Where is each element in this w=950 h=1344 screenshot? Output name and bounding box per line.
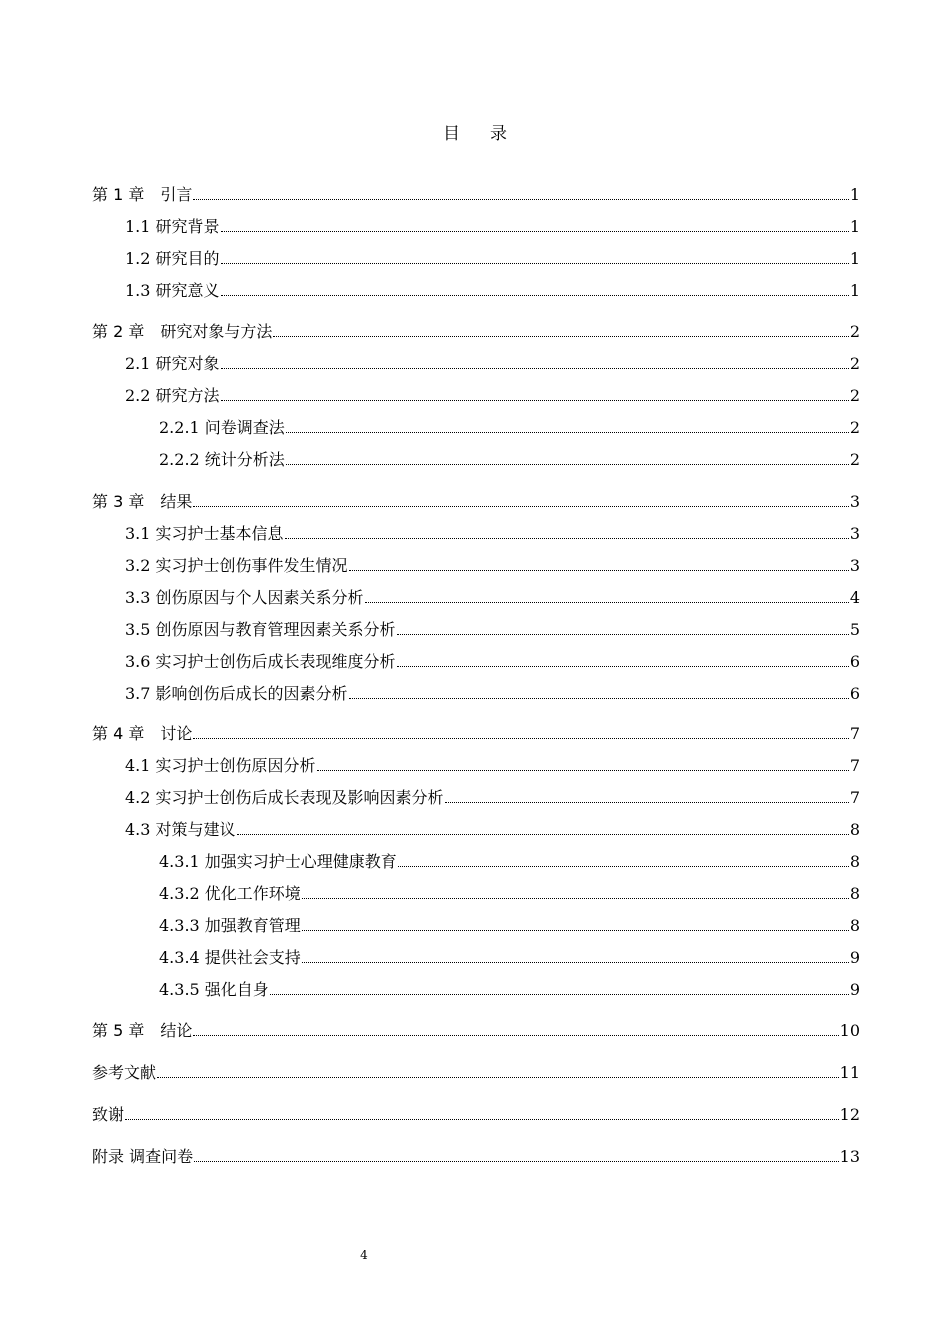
toc-entry-page: 1 (849, 217, 860, 236)
toc-entry-page: 1 (849, 249, 860, 268)
dot-leader (365, 601, 849, 603)
dot-leader (302, 961, 849, 963)
dot-leader (221, 399, 849, 401)
toc-entry-page: 13 (839, 1147, 860, 1166)
toc-entry-label: 4.3.2 优化工作环境 (159, 884, 301, 903)
toc-entry-page: 7 (849, 788, 860, 807)
toc-entry[interactable] (92, 1146, 860, 1168)
toc-entry[interactable] (92, 883, 860, 905)
dot-leader (286, 463, 849, 465)
toc-entry-page: 1 (849, 185, 860, 204)
toc-entry[interactable] (92, 587, 860, 609)
toc-entry-page: 12 (839, 1105, 860, 1124)
toc-entry-page: 8 (849, 884, 860, 903)
toc-entry-label: 3.1 实习护士基本信息 (125, 524, 284, 543)
dot-leader (193, 1034, 838, 1036)
toc-entry-page: 5 (849, 620, 860, 639)
toc-entry[interactable] (92, 1104, 860, 1126)
dot-leader (285, 537, 849, 539)
toc-entry-page: 2 (849, 386, 860, 405)
toc-entry-label: 2.2 研究方法 (125, 386, 220, 405)
toc-entry-label: 4.3.5 强化自身 (159, 980, 269, 999)
dot-leader (273, 335, 848, 337)
toc-entry-page: 7 (849, 756, 860, 775)
dot-leader (397, 633, 849, 635)
toc-entry-page: 8 (849, 916, 860, 935)
toc-entry[interactable] (92, 523, 860, 545)
toc-entry[interactable] (92, 683, 860, 705)
dot-leader (445, 801, 849, 803)
page-number: 4 (360, 1248, 368, 1262)
dot-leader (397, 665, 849, 667)
toc-entry-page: 1 (849, 281, 860, 300)
toc-entry-page: 4 (849, 588, 860, 607)
toc-entry[interactable] (92, 979, 860, 1001)
toc-entry-label: 参考文献 (92, 1063, 157, 1082)
toc-entry[interactable] (92, 915, 860, 937)
toc-entry-page: 2 (849, 322, 860, 341)
toc-entry-label: 2.1 研究对象 (125, 354, 220, 373)
toc-entry-page: 3 (849, 524, 860, 543)
toc-entry[interactable] (92, 755, 860, 777)
toc-entry-page: 3 (849, 492, 860, 511)
toc-entry-page: 2 (849, 450, 860, 469)
toc-entry-page: 9 (849, 980, 860, 999)
toc-entry[interactable] (92, 280, 860, 302)
toc-entry-page: 9 (849, 948, 860, 967)
toc-entry[interactable] (92, 619, 860, 641)
toc-entry[interactable] (92, 947, 860, 969)
toc-entry-page: 8 (849, 820, 860, 839)
toc-entry[interactable] (92, 248, 860, 270)
toc-entry[interactable] (92, 417, 860, 439)
dot-leader (193, 198, 848, 200)
toc-entry-label: 3.6 实习护士创伤后成长表现维度分析 (125, 652, 396, 671)
dot-leader (125, 1118, 839, 1120)
toc-entry-page: 7 (849, 724, 860, 743)
toc-entry-label: 4.1 实习护士创伤原因分析 (125, 756, 316, 775)
toc-entry-label: 4.3 对策与建议 (125, 820, 236, 839)
toc-entry-page: 6 (849, 684, 860, 703)
toc-entry[interactable] (92, 651, 860, 673)
toc-entry-label: 2.2.1 问卷调查法 (159, 418, 285, 437)
dot-leader (193, 737, 848, 739)
dot-leader (194, 1160, 839, 1162)
dot-leader (349, 569, 849, 571)
dot-leader (157, 1076, 839, 1078)
toc-entry-page: 8 (849, 852, 860, 871)
dot-leader (221, 367, 849, 369)
toc-entry-label: 第 4 章 讨论 (92, 724, 193, 743)
toc-entry-page: 2 (849, 418, 860, 437)
toc-entry[interactable] (92, 787, 860, 809)
dot-leader (286, 431, 849, 433)
dot-leader (302, 897, 849, 899)
toc-entry-label: 附录 调查问卷 (92, 1147, 194, 1166)
toc-entry[interactable] (92, 1020, 860, 1042)
dot-leader (237, 833, 849, 835)
toc-entry[interactable] (92, 555, 860, 577)
toc-entry-label: 4.3.1 加强实习护士心理健康教育 (159, 852, 397, 871)
toc-entry-page: 10 (839, 1021, 860, 1040)
dot-leader (398, 865, 849, 867)
toc-entry[interactable] (92, 216, 860, 238)
toc-entry-label: 3.7 影响创伤后成长的因素分析 (125, 684, 348, 703)
toc-entry[interactable] (92, 449, 860, 471)
toc-entry[interactable] (92, 353, 860, 375)
toc-entry[interactable] (92, 184, 860, 206)
toc-entry[interactable] (92, 723, 860, 745)
toc-entry-label: 2.2.2 统计分析法 (159, 450, 285, 469)
dot-leader (270, 993, 849, 995)
toc-entry-label: 4.3.3 加强教育管理 (159, 916, 301, 935)
dot-leader (221, 262, 849, 264)
toc-entry[interactable] (92, 1062, 860, 1084)
toc-entry[interactable] (92, 819, 860, 841)
dot-leader (317, 769, 849, 771)
toc-entry-page: 2 (849, 354, 860, 373)
toc-entry-page: 11 (839, 1063, 860, 1082)
toc-entry-label: 1.2 研究目的 (125, 249, 220, 268)
toc-entry-label: 1.1 研究背景 (125, 217, 220, 236)
dot-leader (193, 505, 848, 507)
toc-entry-label: 4.2 实习护士创伤后成长表现及影响因素分析 (125, 788, 444, 807)
toc-entry-page: 6 (849, 652, 860, 671)
toc-entry-label: 3.5 创伤原因与教育管理因素关系分析 (125, 620, 396, 639)
toc-entry[interactable] (92, 385, 860, 407)
toc-entry-label: 3.2 实习护士创伤事件发生情况 (125, 556, 348, 575)
toc-entry-label: 1.3 研究意义 (125, 281, 220, 300)
toc-title: 目录 (443, 124, 537, 144)
dot-leader (349, 697, 849, 699)
toc-entry-page: 3 (849, 556, 860, 575)
toc-entry[interactable] (92, 851, 860, 873)
dot-leader (221, 294, 849, 296)
toc-entry-label: 第 2 章 研究对象与方法 (92, 322, 273, 341)
toc-entry-label: 第 5 章 结论 (92, 1021, 193, 1040)
dot-leader (221, 230, 849, 232)
toc-entry[interactable] (92, 321, 860, 343)
toc-entry-label: 第 1 章 引言 (92, 185, 193, 204)
toc-entry-label: 4.3.4 提供社会支持 (159, 948, 301, 967)
dot-leader (302, 929, 849, 931)
toc-entry-label: 致谢 (92, 1105, 125, 1124)
toc-entry[interactable] (92, 491, 860, 513)
toc-entry-label: 3.3 创伤原因与个人因素关系分析 (125, 588, 364, 607)
toc-entry-label: 第 3 章 结果 (92, 492, 193, 511)
